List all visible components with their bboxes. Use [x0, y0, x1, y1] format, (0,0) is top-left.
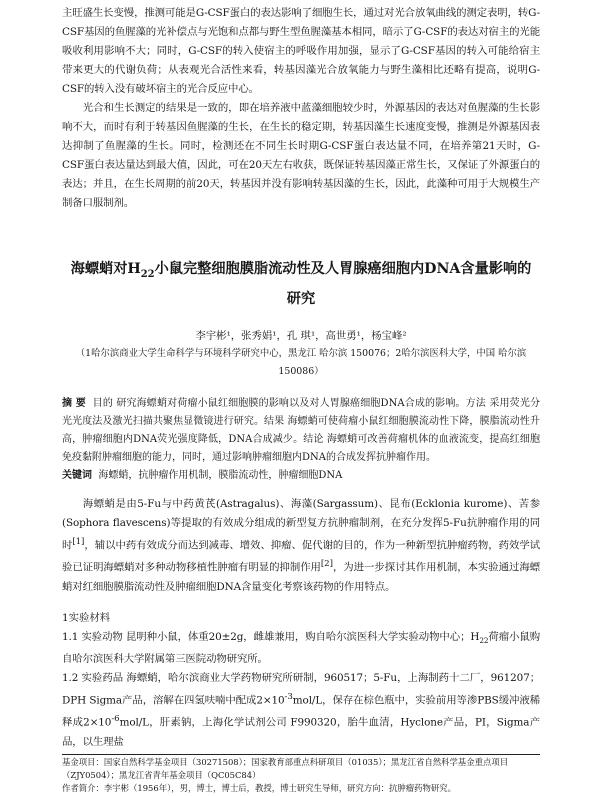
continued-paragraph: 主旺盛生长变慢，推测可能是G-CSF蛋白的表达影响了细胞生长，通过对光合放氧曲线的测定表明，转G-CSF基因的鱼腥藻的光补偿点与光饱和点都与野生型鱼腥藻基本相同，暗示了G-CSF的表达对宿主的光能吸收利用影响不大；同时，G-CSF的转入使宿主的呼吸作用加强，显示了G-CSF基因的转入可能给宿主带来更大的代谢负荷；从表观光合活性来看，转基因藻光合放氧能力与野生藻相比还略有提高，说明G-CSF的转入没有破坏宿主的光合反应中心。 — [62, 7, 540, 95]
abstract-label: 摘 要 — [62, 397, 86, 409]
abstract-text: 目的 研究海螵蛸对荷瘤小鼠红细胞膜的影响以及对人胃腺癌细胞DNA合成的影响。方法 采用荧光分光光度法及激光扫描共聚焦显微镜进行研究。结果 海螵蛸可使荷瘤小鼠红细胞膜流动性下降，膜脂流动性升高，肿瘤细胞内DNA荧光强度降低，DNA合成减少。结论 海螵蛸可改善荷瘤机体的血液流变，提高红细胞免疫黏附肿瘤细胞的能力，同时，通过影响肿瘤细胞内DNA的合成发挥抗肿瘤作用。 — [62, 397, 540, 463]
footnote-divider — [62, 754, 540, 755]
intro-paragraph: 海螵蛸是由5-Fu与中药黄芪(Astragalus)、海藻(Sargassum)、昆布(Ecklonia kurome)、苦参(Sophora flavescens)等提取的有效成分组成的新型复方抗肿瘤制剂，在充分发挥5-Fu抗肿瘤作用的同时[1]，辅以中药有效成分而达到减毒、增效、抑瘤、促代谢的目的，作为一种新型抗肿瘤药物，药效学试验已证明海螵蛸对多种动物移植性肿瘤有明显的抑制作用[2]，为进一步探讨其作用机制，本实验通过海螵蛸对红细胞膜脂流动性及肿瘤细胞DNA含量变化考察该药物的作用特点。 — [62, 497, 540, 593]
keywords-label: 关键词 — [62, 469, 92, 481]
section-heading: 1实验材料 — [62, 611, 111, 624]
materials-drugs: 1.2 实验药品 海螵蛸，哈尔滨商业大学药物研究所研制，960517；5-Fu，上海制药十二厂，961207；DPH Sigma产品，溶解在四氢呋喃中配成$2\times 10^{-3}mol/L$，保存在棕色瓶中，实验前用等渗PBS缓冲液稀释成$2\times 10^{-6}mol/L$，肝素钠，上海化学试剂公司 F990320，胎牛血清，Hyclone产品，PI，Sigma产品，以生理盐 — [62, 671, 540, 748]
growth-paragraph: 光合和生长测定的结果是一致的，即在培养液中蓝藻细胞较少时，外源基因的表达对鱼腥藻的生长影响不大，而时有利于转基因鱼腥藻的生长，在生长的稳定期，转基因藻生长速度变慢，推测是外源基因表达抑制了鱼腥藻的生长。同时，检测还在不同生长时期G-CSF蛋白表达量不同，在培养第21天时，G-CSF蛋白表达量达到最大值，因此，可在20天左右收获，既保证转基因藻正常生长，又保证了外源蛋白的表达；并且，在生长周期的前20天，转基因并没有影响转基因藻的生长，因此，此藻种可用于大规模生产制备口服制剂。 — [62, 102, 540, 209]
article-title: 海螵蛸对$H_{22}$小鼠完整细胞膜脂流动性及人胃腺癌细胞内DNA含量影响的研究 — [70, 261, 532, 307]
abstract — [62, 395, 540, 485]
footnote-author: 作者简介：李宇彬（1956年），男，博士，博士后，教授，博士研究生导师，研究方向：抗肿瘤药物研究。 — [62, 783, 456, 793]
affiliation: （1哈尔滨商业大学生命科学与环境科学研究中心，黑龙江 哈尔滨 150076；2哈尔滨医科大学，中国 哈尔滨 150086） — [75, 347, 527, 377]
author-list: 李宇彬¹，张秀娟¹，孔 琪¹，高世勇¹，杨宝峰² — [195, 329, 407, 342]
footnote-funding: 基金项目：国家自然科学基金项目（30271508）；国家教育部重点科研项目（01035）；黑龙江省自然科学基金重点项目（ZJY0504）；黑龙江省青年基金项目（QC05C84） — [62, 757, 509, 780]
paper-page — [62, 4, 540, 752]
keywords-text: 海螵蛸，抗肿瘤作用机制，膜脂流动性，肿瘤细胞DNA — [98, 469, 343, 481]
footnote — [62, 756, 540, 795]
materials-animals: 1.1 实验动物 昆明种小鼠，体重20±2g，雌雄兼用，购自哈尔滨医科大学实验动物中心；$H_{22}$荷瘤小鼠购自哈尔滨医科大学附属第三医院动物研究所。 — [62, 630, 540, 665]
